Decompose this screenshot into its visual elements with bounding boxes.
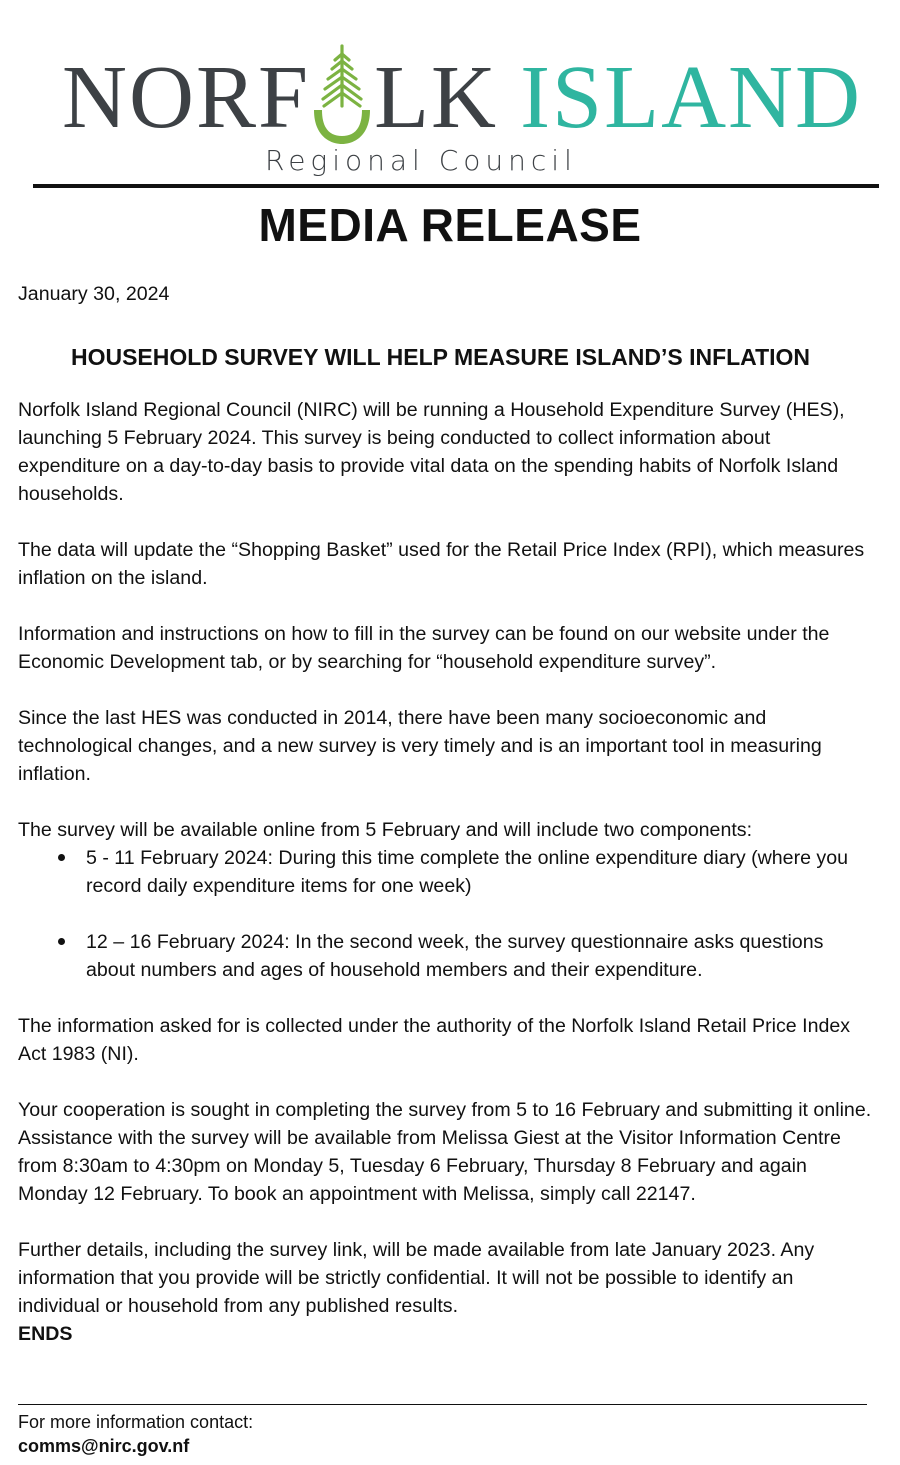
paragraph: The information asked for is collected under the authority of the Norfolk Island Retail Price Index Act 1983 (NI). xyxy=(18,1015,851,1065)
paragraph: Your cooperation is sought in completing the survey from 5 to 16 February and submitting it online. Assistance with the survey will be available from Melissa Giest at the Visitor Information Centre from 8:30am to 4:30pm on Monday 5, Tuesday 6 February, Thursday 8 February and again Monday 12 February. To book an appointment with Melissa, simply call 22147. xyxy=(18,1099,872,1205)
ends-marker: ENDS xyxy=(18,1323,73,1345)
paragraph: The survey will be available online from 5 February and will include two components: xyxy=(18,819,753,841)
release-title: MEDIA RELEASE xyxy=(258,199,642,251)
footer-divider xyxy=(18,1404,867,1405)
logo-word-norf: NORF xyxy=(62,48,311,147)
contact-footer xyxy=(18,1410,253,1458)
council-logo xyxy=(62,48,862,148)
contact-email-link[interactable]: comms@nirc.gov.nf xyxy=(18,1436,190,1456)
release-date: January 30, 2024 xyxy=(18,283,170,305)
logo-word-island: ISLAND xyxy=(520,48,863,147)
list-item xyxy=(18,928,873,984)
bullet-icon xyxy=(58,854,65,861)
header-divider xyxy=(33,184,879,188)
norfolk-pine-emblem-icon xyxy=(310,48,374,148)
logo-word-lk: LK xyxy=(374,48,499,147)
logo-subtitle: Regional Council xyxy=(265,144,577,177)
bullet-icon xyxy=(58,938,65,945)
letterhead xyxy=(0,0,900,251)
release-headline: HOUSEHOLD SURVEY WILL HELP MEASURE ISLAND’S INFLATION xyxy=(70,344,811,370)
survey-components-list xyxy=(18,844,873,984)
list-item-text: 5 - 11 February 2024: During this time complete the online expenditure diary (where you record daily expenditure items for one week) xyxy=(86,847,849,897)
list-item-text: 12 – 16 February 2024: In the second week, the survey questionnaire asks questions about numbers and ages of household members and their expenditure. xyxy=(86,931,824,981)
list-item xyxy=(18,844,873,900)
release-body xyxy=(18,280,873,1348)
contact-label: For more information contact: xyxy=(18,1412,254,1432)
paragraph: Norfolk Island Regional Council (NIRC) will be running a Household Expenditure Survey (HES), launching 5 February 2024. This survey is being conducted to collect information about expenditure on a day-to-day basis to provide vital data on the spending habits of Norfolk Island households. xyxy=(18,399,845,505)
paragraph: The data will update the “Shopping Basket” used for the Retail Price Index (RPI), which measures inflation on the island. xyxy=(18,539,865,589)
paragraph: Since the last HES was conducted in 2014, there have been many socioeconomic and technological changes, and a new survey is very timely and is an important tool in measuring inflation. xyxy=(18,707,822,785)
paragraph: Information and instructions on how to fill in the survey can be found on our website under the Economic Development tab, or by searching for “household expenditure survey”. xyxy=(18,623,830,673)
paragraph: Further details, including the survey link, will be made available from late January 2023. Any information that you provide will be strictly confidential. It will not be possible to identify an individual or household from any published results. xyxy=(18,1239,815,1317)
